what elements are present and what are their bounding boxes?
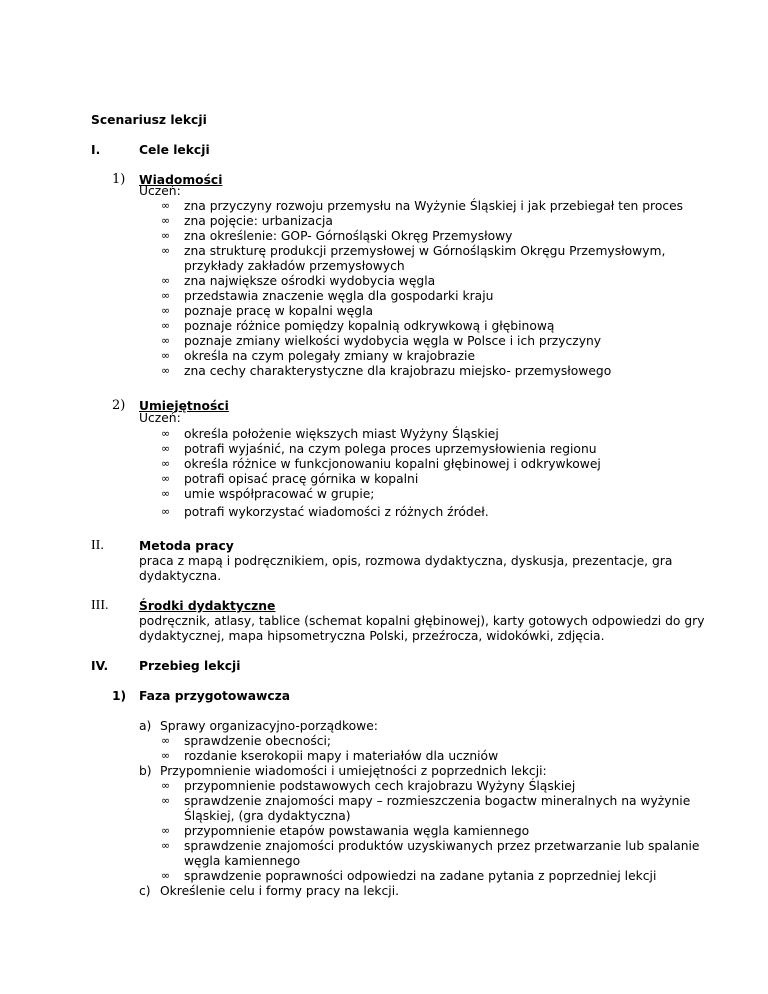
list-item: określa różnice w funkcjonowaniu kopalni głębinowej i odkrywkowej <box>184 457 601 471</box>
list-item: sprawdzenie poprawności odpowiedzi na zadane pytania z poprzedniej lekcji <box>184 869 657 883</box>
faza-number: 1) <box>112 689 127 703</box>
faza-c-text: Określenie celu i formy pracy na lekcji. <box>160 884 400 898</box>
bullet-icon: ∞ <box>161 505 171 518</box>
wiadomosci-intro: Uczeń: <box>139 184 181 198</box>
bullet-icon: ∞ <box>161 824 171 837</box>
list-item: zna strukturę produkcji przemysłowej w Górnośląskim Okręgu Przemysłowym, <box>184 244 666 258</box>
section-2-numeral: II. <box>91 538 104 553</box>
umiejetnosci-intro: Uczeń: <box>139 411 181 425</box>
section-1-heading: Cele lekcji <box>139 143 210 157</box>
list-item: zna określenie: GOP- Górnośląski Okręg Przemysłowy <box>184 229 513 243</box>
bullet-icon: ∞ <box>161 244 171 257</box>
list-item: zna pojęcie: urbanizacja <box>184 214 333 228</box>
wiadomosci-heading: Wiadomości <box>139 173 223 187</box>
bullet-icon: ∞ <box>161 334 171 347</box>
list-item: zna przyczyny rozwoju przemysłu na Wyżynie Śląskiej i jak przebiegał ten proces <box>184 199 684 213</box>
bullet-icon: ∞ <box>161 442 171 455</box>
faza-c-label: c) <box>139 884 151 898</box>
bullet-icon: ∞ <box>161 734 171 747</box>
bullet-icon: ∞ <box>161 304 171 317</box>
section-3-heading: Środki dydaktyczne <box>139 599 276 613</box>
list-item: rozdanie kserokopii mapy i materiałów dla uczniów <box>184 749 499 763</box>
list-item: poznaje zmiany wielkości wydobycia węgla w Polsce i ich przyczyny <box>184 334 602 348</box>
bullet-icon: ∞ <box>161 319 171 332</box>
faza-b-label: b) <box>139 764 152 778</box>
list-item: przypomnienie podstawowych cech krajobrazu Wyżyny Śląskiej <box>184 779 576 793</box>
list-item: zna cechy charakterystyczne dla krajobrazu miejsko- przemysłowego <box>184 364 612 378</box>
section-3-numeral: III. <box>91 598 109 613</box>
list-item-continuation: Śląskiej, (gra dydaktyczna) <box>184 809 351 823</box>
section-1-numeral: I. <box>91 143 101 157</box>
bullet-icon: ∞ <box>161 749 171 762</box>
list-item: zna największe ośrodki wydobycia węgla <box>184 274 436 288</box>
bullet-icon: ∞ <box>161 364 171 377</box>
list-item: potrafi wyjaśnić, na czym polega proces uprzemysłowienia regionu <box>184 442 597 456</box>
faza-b-text: Przypomnienie wiadomości i umiejętności z poprzednich lekcji: <box>160 764 547 778</box>
section-2-body: praca z mapą i podręcznikiem, opis, rozmowa dydaktyczna, dyskusja, prezentacje, gra <box>139 554 673 568</box>
section-2-heading: Metoda pracy <box>139 539 234 553</box>
list-item: poznaje pracę w kopalni węgla <box>184 304 374 318</box>
list-item: sprawdzenie znajomości produktów uzyskiwanych przez przetwarzanie lub spalanie <box>184 839 700 853</box>
bullet-icon: ∞ <box>161 472 171 485</box>
list-item-continuation: przykłady zakładów przemysłowych <box>184 259 405 273</box>
umiejetnosci-number: 2) <box>112 398 126 413</box>
bullet-icon: ∞ <box>161 289 171 302</box>
page-title: Scenariusz lekcji <box>91 113 207 127</box>
list-item: przedstawia znaczenie węgla dla gospodarki kraju <box>184 289 494 303</box>
list-item: określa położenie większych miast Wyżyny Śląskiej <box>184 427 499 441</box>
list-item: sprawdzenie znajomości mapy – rozmieszczenia bogactw mineralnych na wyżynie <box>184 794 691 808</box>
bullet-icon: ∞ <box>161 214 171 227</box>
list-item: poznaje różnice pomiędzy kopalnią odkrywkową i głębinową <box>184 319 555 333</box>
faza-a-label: a) <box>139 719 152 733</box>
list-item: potrafi wykorzystać wiadomości z różnych źródeł. <box>184 505 489 519</box>
bullet-icon: ∞ <box>161 457 171 470</box>
list-item: określa na czym polegały zmiany w krajobrazie <box>184 349 476 363</box>
faza-heading: Faza przygotowawcza <box>139 689 291 703</box>
faza-a-text: Sprawy organizacyjno-porządkowe: <box>160 719 378 733</box>
list-item: przypomnienie etapów powstawania węgla kamiennego <box>184 824 530 838</box>
bullet-icon: ∞ <box>161 199 171 212</box>
section-3-body: podręcznik, atlasy, tablice (schemat kopalni głębinowej), karty gotowych odpowiedzi do gry <box>139 614 705 628</box>
list-item: sprawdzenie obecności; <box>184 734 332 748</box>
section-4-heading: Przebieg lekcji <box>139 659 241 673</box>
section-2-body-cont: dydaktyczna. <box>139 569 222 583</box>
bullet-icon: ∞ <box>161 229 171 242</box>
bullet-icon: ∞ <box>161 779 171 792</box>
bullet-icon: ∞ <box>161 427 171 440</box>
bullet-icon: ∞ <box>161 794 171 807</box>
wiadomosci-number: 1) <box>112 172 126 187</box>
section-3-body-cont: dydaktycznej, mapa hipsometryczna Polski, przeźrocza, widokówki, zdjęcia. <box>139 629 605 643</box>
section-4-numeral: IV. <box>91 659 109 673</box>
list-item-continuation: węgla kamiennego <box>184 854 301 868</box>
bullet-icon: ∞ <box>161 274 171 287</box>
bullet-icon: ∞ <box>161 487 171 500</box>
bullet-icon: ∞ <box>161 869 171 882</box>
bullet-icon: ∞ <box>161 839 171 852</box>
umiejetnosci-heading: Umiejętności <box>139 399 229 413</box>
list-item: potrafi opisać pracę górnika w kopalni <box>184 472 419 486</box>
bullet-icon: ∞ <box>161 349 171 362</box>
list-item: umie współpracować w grupie; <box>184 487 375 501</box>
